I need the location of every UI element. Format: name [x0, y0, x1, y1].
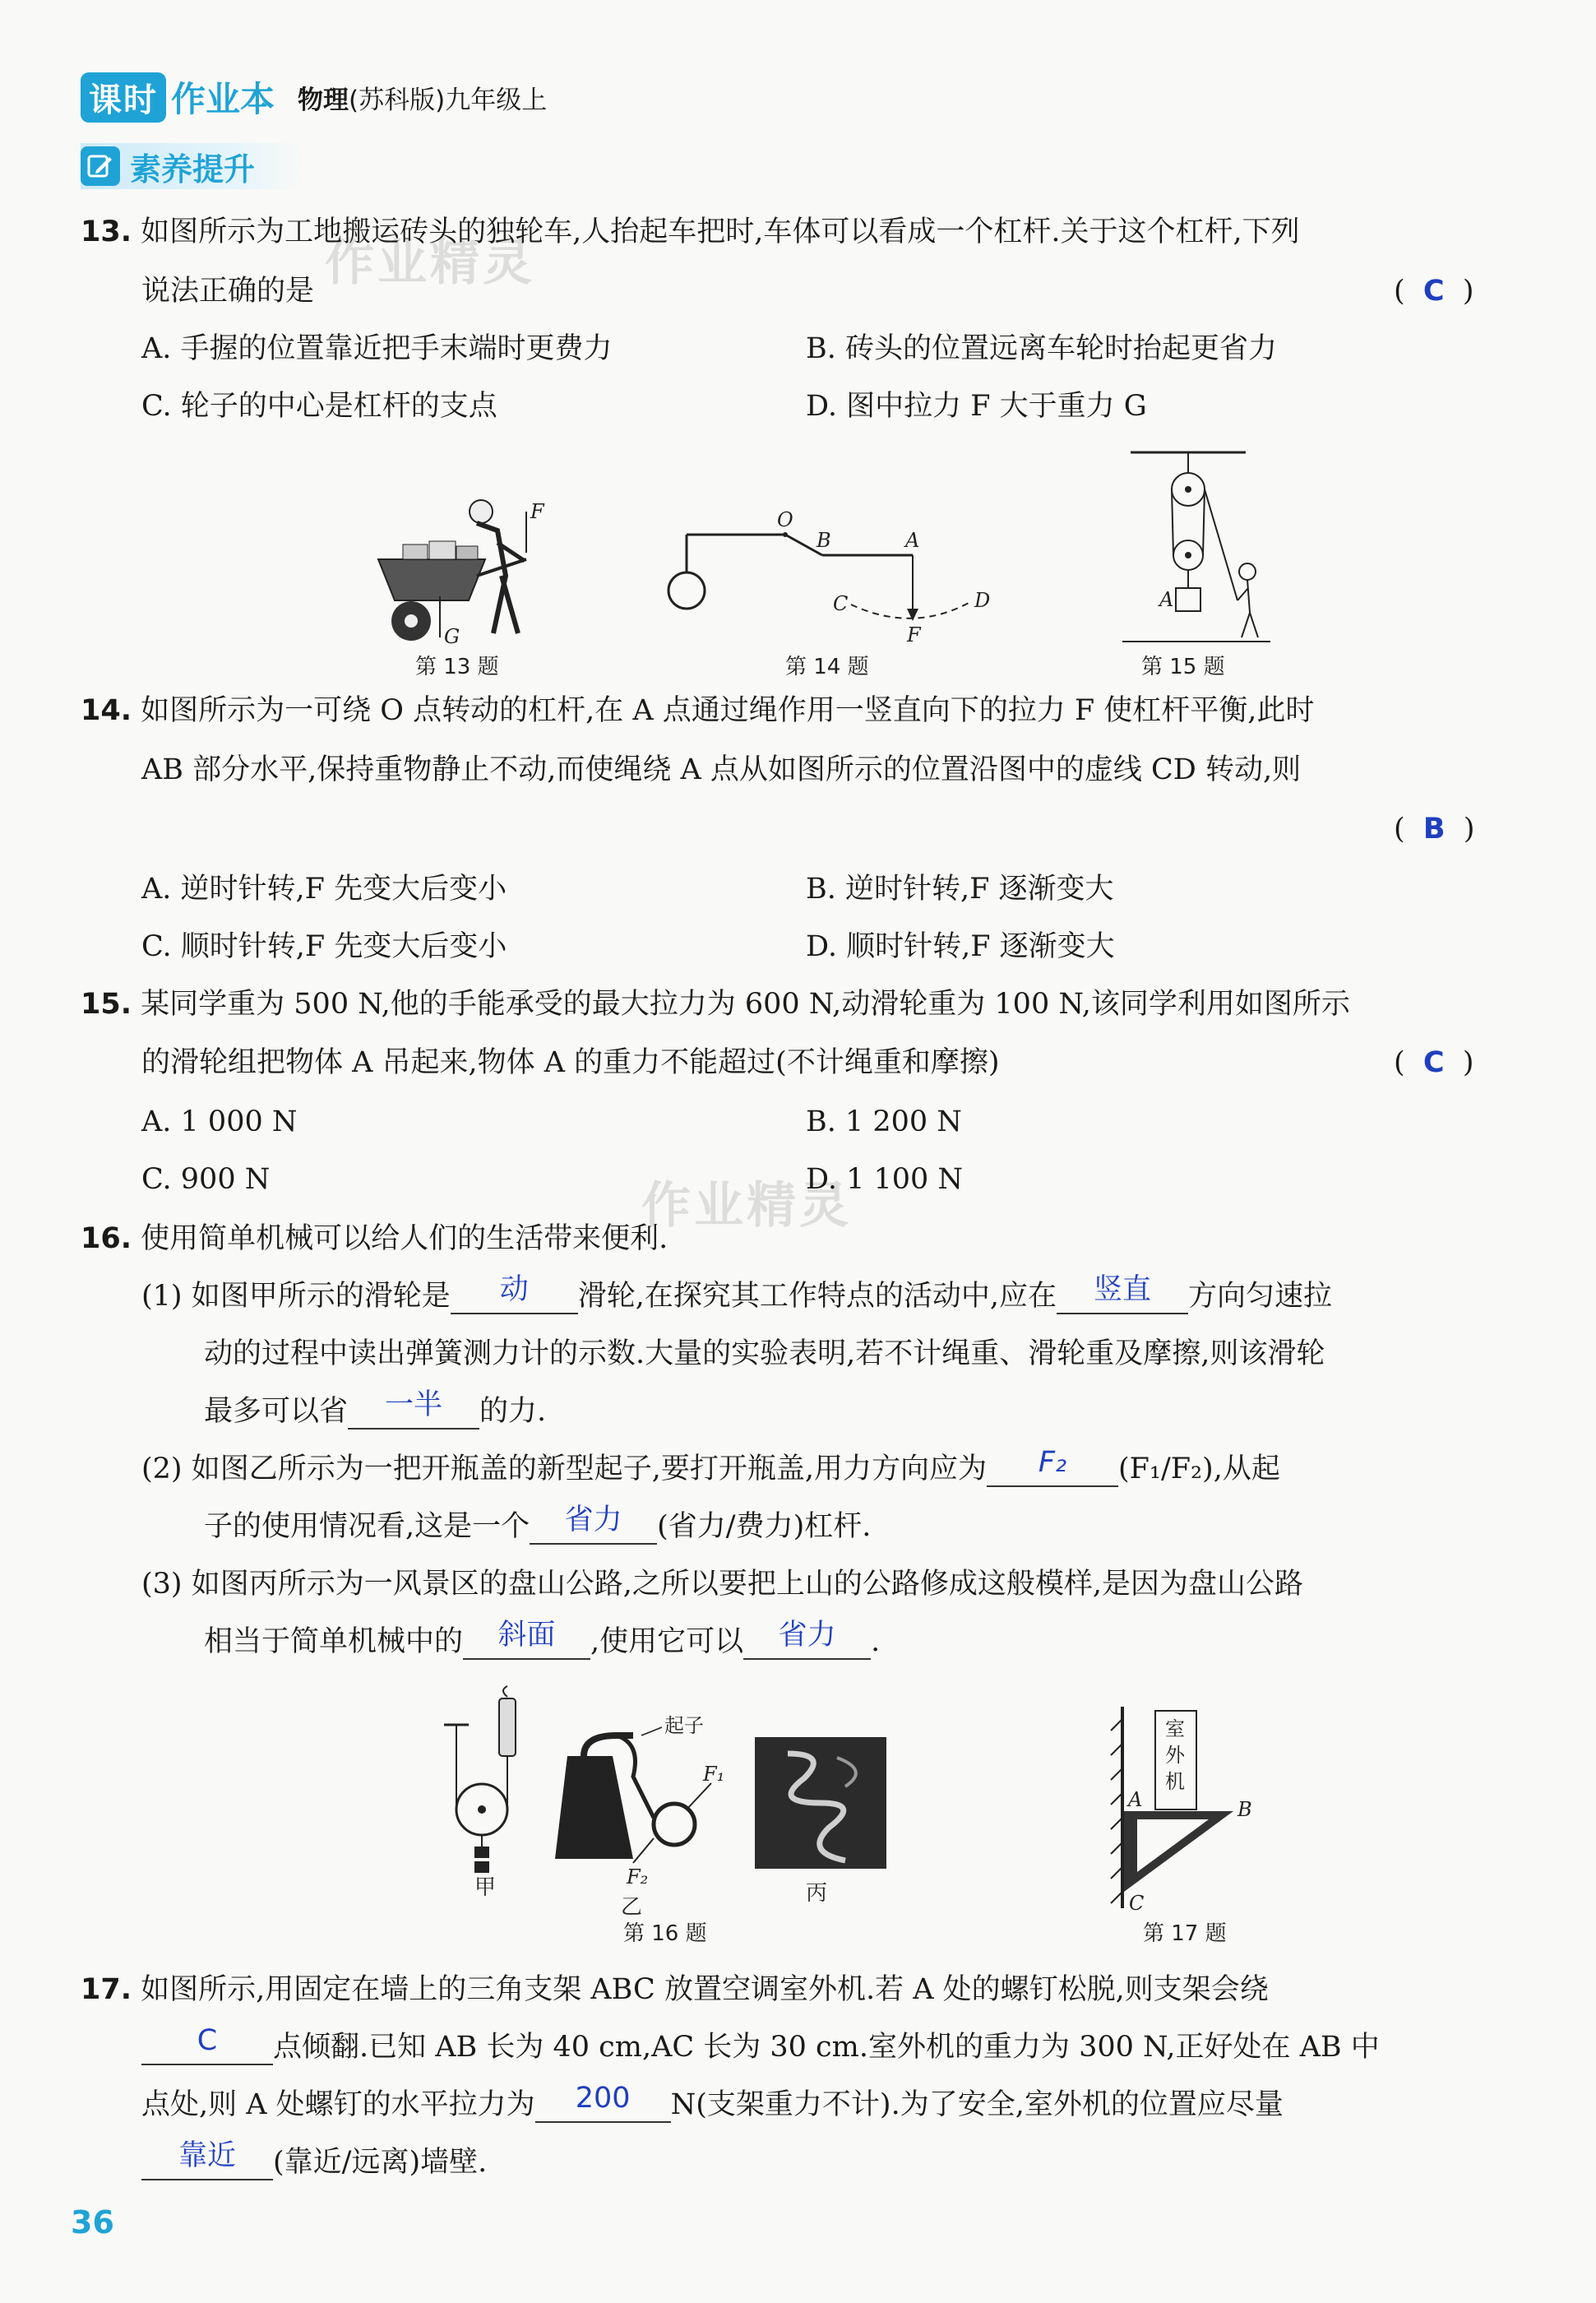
q14-answer-bracket: ( B ) — [1394, 813, 1475, 846]
q17-blank-3 — [141, 2139, 273, 2180]
figure-14-lever — [662, 510, 1007, 650]
q16-blank-4 — [987, 1446, 1118, 1487]
q13-stem1: 如图所示为工地搬运砖头的独轮车,人抬起车把时,车体可以看成一个杠杆.关于这个杠杆,下列 — [141, 215, 1300, 248]
q13-answer-bracket: ( C ) — [1394, 275, 1474, 308]
fig17-unit-char-3: 机 — [1165, 1770, 1185, 1793]
fig14-label-f: F — [907, 623, 921, 646]
q16-number: 16. — [81, 1222, 132, 1255]
q16-p1a: (1) 如图甲所示的滑轮是 — [141, 1280, 451, 1313]
fig17-label-c: C — [1129, 1892, 1145, 1915]
q16-blank-7 — [743, 1619, 871, 1660]
q16-part2-line1 — [141, 1446, 1280, 1489]
q14-stem2: AB 部分水平,保持重物静止不动,而使绳绕 A 点从如图所示的位置沿图中的虚线 CD 转动,则 — [141, 753, 1302, 786]
fig13-label-f: F — [530, 500, 544, 523]
q16-ans1: 动 — [499, 1273, 529, 1306]
figure-15-pulley — [1114, 440, 1279, 650]
fig14-label-c: C — [833, 592, 849, 615]
caption-13: 第 13 题 — [415, 655, 499, 679]
q17-s3b: N(支架重力不计).为了安全,室外机的位置应尽量 — [670, 2088, 1284, 2121]
figure-13-wheelbarrow — [362, 494, 551, 650]
q13-answer: C — [1423, 275, 1445, 308]
fig14-label-b: B — [817, 529, 831, 552]
q16-p2a: (2) 如图乙所示为一把开瓶盖的新型起子,要打开瓶盖,用力方向应为 — [141, 1453, 987, 1485]
q16-ans3: 一半 — [385, 1388, 443, 1421]
q16-blank-1 — [451, 1273, 578, 1314]
book-title — [298, 79, 547, 116]
fig16-label-jia: 甲 — [474, 1875, 497, 1900]
q16-ans7: 省力 — [778, 1619, 836, 1652]
book-header — [81, 72, 547, 122]
q16-p1c: 方向匀速拉 — [1187, 1280, 1332, 1313]
q16-stem-line — [81, 1219, 668, 1258]
q17-blank-1 — [141, 2024, 273, 2065]
fig16-opener-label: 起子 — [664, 1714, 704, 1737]
section-title: 素养提升 — [130, 151, 256, 188]
caption-16: 第 16 题 — [623, 1921, 707, 1946]
q13-option-a: A. 手握的位置靠近把手末端时更费力 — [141, 332, 613, 365]
figure-16-jia-pulley — [440, 1682, 539, 1900]
q17-stem1: 如图所示,用固定在墙上的三角支架 ABC 放置空调室外机.若 A 处的螺钉松脱,则支架会绕 — [141, 1973, 1269, 2006]
q14-stem1: 如图所示为一可绕 O 点转动的杠杆,在 A 点通过绳作用一竖直向下的拉力 F 使杠杆平衡,此时 — [141, 694, 1315, 727]
q15-answer-bracket: ( C ) — [1394, 1046, 1474, 1079]
q16-p1d: 动的过程中读出弹簧测力计的示数.大量的实验表明,若不计绳重、滑轮重及摩擦,则该滑轮 — [204, 1337, 1325, 1370]
q16-ans5: 省力 — [564, 1504, 622, 1536]
q14-number: 14. — [81, 694, 132, 727]
q14-stem-line1 — [81, 691, 1314, 730]
q16-blank-5 — [530, 1504, 657, 1545]
caption-17: 第 17 题 — [1143, 1921, 1227, 1946]
q17-line3 — [141, 2082, 1284, 2125]
page-number: 36 — [71, 2204, 114, 2240]
q17-line2 — [141, 2024, 1380, 2067]
section-banner — [81, 143, 303, 189]
q13-stem-line1 — [81, 212, 1300, 252]
fig15-label-a: A — [1159, 588, 1174, 611]
q16-ans6: 斜面 — [497, 1619, 556, 1652]
fig17-unit-char-1: 室 — [1165, 1717, 1185, 1740]
q16-p1b: 滑轮,在探究其工作特点的活动中,应在 — [577, 1280, 1057, 1313]
q17-ans3: 靠近 — [178, 2139, 236, 2172]
q17-s4b: (靠近/远离)墙壁. — [273, 2146, 488, 2179]
fig17-label-a: A — [1128, 1788, 1143, 1811]
caption-15: 第 15 题 — [1141, 655, 1225, 679]
logo-part-1: 课时 — [81, 72, 166, 123]
q16-p2c: 子的使用情况看,这是一个 — [204, 1510, 530, 1543]
fig16-label-f1: F₁ — [703, 1763, 725, 1786]
edition: (苏科版)九年级上 — [349, 85, 548, 115]
figure-16-yi-opener — [551, 1714, 740, 1920]
logo-part-2: 作业本 — [171, 79, 275, 119]
caption-14: 第 14 题 — [785, 655, 869, 679]
figure-17-bracket — [1098, 1703, 1279, 1916]
q16-p3b: 相当于简单机械中的 — [204, 1625, 464, 1658]
subject: 物理 — [298, 85, 349, 115]
fig17-unit-char-2: 外 — [1165, 1744, 1185, 1767]
q16-p1e: 最多可以省 — [204, 1395, 349, 1428]
q13-stem2: 说法正确的是 — [141, 275, 315, 308]
fig16-label-f2: F₂ — [627, 1865, 649, 1888]
q13-option-d: D. 图中拉力 F 大于重力 G — [806, 390, 1147, 423]
q16-p3c: ,使用它可以 — [590, 1625, 744, 1658]
q14-answer: B — [1423, 813, 1446, 846]
q14-option-c: C. 顺时针转,F 先变大后变小 — [141, 930, 507, 963]
q17-ans2: 200 — [575, 2082, 631, 2115]
q15-stem2: 的滑轮组把物体 A 吊起来,物体 A 的重力不能超过(不计绳重和摩擦) — [141, 1046, 1000, 1079]
q13-option-b: B. 砖头的位置远离车轮时抬起更省力 — [806, 332, 1277, 365]
q15-number: 15. — [81, 988, 132, 1021]
q17-line4 — [141, 2139, 488, 2182]
q16-blank-2 — [1057, 1273, 1188, 1314]
fig17-label-b: B — [1237, 1798, 1252, 1821]
q13-number: 13. — [81, 215, 132, 248]
q17-s2b: 点倾翻.已知 AB 长为 40 cm,AC 长为 30 cm.室外机的重力为 300 N,正好处在 AB 中 — [273, 2031, 1380, 2064]
fig14-label-a: A — [905, 529, 920, 552]
fig13-label-g: G — [444, 625, 460, 648]
q15-option-b: B. 1 200 N — [806, 1105, 962, 1138]
q17-number: 17. — [81, 1973, 132, 2006]
q16-part1-line1 — [141, 1273, 1332, 1316]
figure-16-bing-mountain-road — [755, 1737, 891, 1906]
pencil-check-icon — [81, 146, 120, 186]
q13-option-c: C. 轮子的中心是杠杆的支点 — [141, 390, 497, 423]
q15-option-d: D. 1 100 N — [806, 1163, 964, 1196]
q16-ans4: F₂ — [1038, 1446, 1067, 1479]
fig14-label-d: D — [974, 589, 991, 612]
q16-part3-line2 — [204, 1619, 881, 1661]
fig16-label-bing: 丙 — [806, 1881, 828, 1906]
q16-p1f: 的力. — [479, 1395, 547, 1428]
q15-stem-line1 — [81, 985, 1350, 1024]
q16-blank-3 — [348, 1388, 479, 1430]
q16-p3d: . — [871, 1625, 881, 1658]
q15-option-c: C. 900 N — [141, 1163, 271, 1196]
q16-stem: 使用简单机械可以给人们的生活带来便利. — [141, 1222, 668, 1255]
q16-p2d: (省力/费力)杠杆. — [657, 1510, 872, 1543]
q16-p3a: (3) 如图丙所示为一风景区的盘山公路,之所以要把上山的公路修成这般模样,是因为盘山公路 — [141, 1568, 1303, 1601]
q17-blank-2 — [535, 2082, 671, 2123]
q16-blank-6 — [463, 1619, 590, 1660]
q15-answer: C — [1423, 1046, 1445, 1079]
q17-stem-line1 — [81, 1970, 1269, 2009]
watermark: 作业精灵 — [325, 234, 535, 292]
fig14-label-o: O — [777, 508, 793, 531]
q14-option-b: B. 逆时针转,F 逐渐变大 — [806, 873, 1114, 906]
q14-option-d: D. 顺时针转,F 逐渐变大 — [806, 930, 1115, 963]
watermark-2: 作业精灵 — [641, 1177, 852, 1235]
q14-option-a: A. 逆时针转,F 先变大后变小 — [141, 873, 507, 906]
fig16-label-yi: 乙 — [621, 1895, 643, 1920]
q16-part1-line3 — [204, 1388, 547, 1431]
q15-option-a: A. 1 000 N — [141, 1105, 298, 1138]
q15-stem1: 某同学重为 500 N,他的手能承受的最大拉力为 600 N,动滑轮重为 100 N,该同学利用如图所示 — [141, 988, 1350, 1021]
q17-s3a: 点处,则 A 处螺钉的水平拉力为 — [141, 2088, 535, 2121]
q16-ans2: 竖直 — [1093, 1273, 1151, 1306]
q16-part2-line2 — [204, 1504, 872, 1546]
q17-ans1: C — [197, 2024, 218, 2057]
q16-p2b: (F₁/F₂),从起 — [1117, 1453, 1280, 1485]
